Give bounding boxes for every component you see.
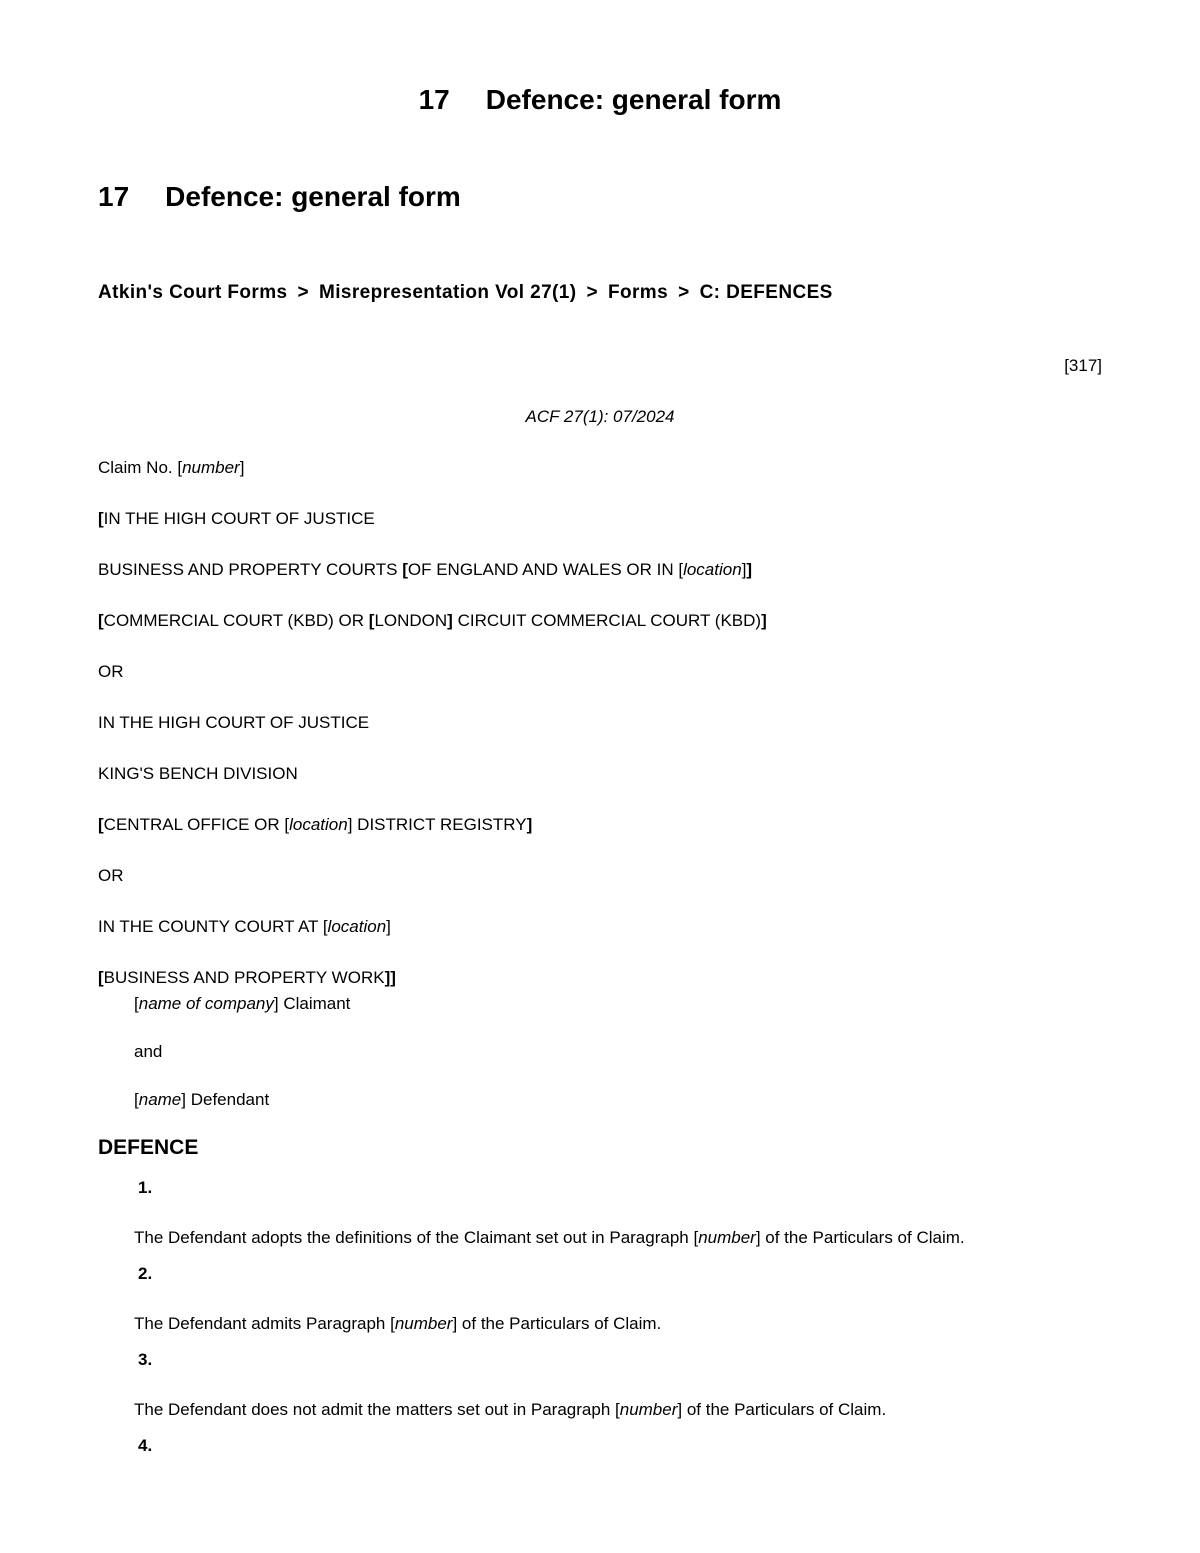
- breadcrumb-separator: >: [297, 282, 309, 303]
- placeholder-variable: number: [698, 1228, 756, 1247]
- bracket: ]: [741, 560, 747, 579]
- paragraph-text-part: The Defendant does not admit the matters set out in Paragraph [: [134, 1400, 620, 1419]
- option-bracket: [: [368, 611, 375, 630]
- paragraph-text: [134, 1228, 965, 1248]
- page-title-number: 17: [418, 84, 450, 115]
- bracket: [: [134, 994, 139, 1013]
- claim-number-label: Claim No. [: [98, 458, 183, 477]
- court-line-business-property-work: [98, 968, 396, 988]
- breadcrumb: [98, 282, 833, 304]
- document-title-number: 17: [98, 181, 130, 212]
- court-name: BUSINESS AND PROPERTY COURTS: [98, 560, 403, 579]
- defence-heading: DEFENCE: [98, 1136, 199, 1159]
- paragraph-number: 4.: [138, 1436, 153, 1455]
- court-line-high-court-2: IN THE HIGH COURT OF JUSTICE: [98, 713, 370, 732]
- placeholder-variable: location: [327, 917, 387, 936]
- court-text: CIRCUIT COMMERCIAL COURT (KBD): [452, 611, 762, 630]
- court-text: BUSINESS AND PROPERTY WORK: [103, 968, 385, 987]
- page-title: [0, 84, 1200, 116]
- party-role: ] Claimant: [273, 994, 351, 1013]
- court-line-commercial: [98, 611, 767, 631]
- option-bracket: ]: [761, 611, 767, 630]
- placeholder-variable: number: [394, 1314, 453, 1333]
- breadcrumb-separator: >: [586, 282, 598, 303]
- court-line-county-court: [98, 917, 391, 937]
- court-line-high-court: [98, 509, 375, 529]
- document-title: [98, 181, 461, 213]
- party-claimant: [134, 994, 350, 1014]
- placeholder-variable: number: [619, 1400, 678, 1419]
- paragraph-number: 1.: [138, 1178, 153, 1197]
- option-bracket: [: [98, 611, 104, 630]
- court-text: IN THE COUNTY COURT AT [: [98, 917, 328, 936]
- option-bracket: [: [402, 560, 408, 579]
- paragraph-text: [134, 1400, 886, 1420]
- option-bracket: ]: [526, 815, 533, 834]
- court-text: CENTRAL OFFICE OR [: [103, 815, 290, 834]
- court-name: IN THE HIGH COURT OF JUSTICE: [103, 509, 375, 528]
- paragraph-number: 3.: [138, 1350, 153, 1369]
- breadcrumb-item[interactable]: Atkin's Court Forms: [98, 282, 288, 303]
- page-reference: [317]: [1064, 356, 1102, 375]
- paragraph-text-part: ] of the Particulars of Claim.: [755, 1228, 965, 1247]
- option-bracket: ]]: [384, 968, 396, 987]
- option-bracket: ]: [447, 611, 453, 630]
- document-title-text: Defence: general form: [165, 181, 461, 212]
- placeholder-variable: number: [182, 458, 240, 477]
- or-separator: OR: [98, 866, 124, 885]
- placeholder-variable: name: [138, 1090, 182, 1109]
- option-bracket: [: [98, 815, 104, 834]
- placeholder-variable: name of company: [138, 994, 274, 1013]
- option-bracket: [: [98, 968, 104, 987]
- placeholder-variable: location: [683, 560, 742, 579]
- party-defendant: [134, 1090, 269, 1110]
- bracket: [: [134, 1090, 139, 1109]
- paragraph-text-part: ] of the Particulars of Claim.: [452, 1314, 662, 1333]
- breadcrumb-item[interactable]: Forms: [607, 282, 669, 303]
- paragraph-number: 2.: [138, 1264, 153, 1283]
- party-role: ] Defendant: [181, 1090, 270, 1109]
- paragraph-text-part: The Defendant adopts the definitions of the Claimant set out in Paragraph [: [134, 1228, 699, 1247]
- option-bracket: [: [98, 509, 104, 528]
- bracket: ]: [386, 917, 391, 936]
- or-separator: OR: [98, 662, 124, 681]
- bracket: ]: [239, 458, 245, 477]
- breadcrumb-separator: >: [678, 282, 690, 303]
- court-text: COMMERCIAL COURT (KBD) OR: [103, 611, 369, 630]
- breadcrumb-item[interactable]: Misrepresentation Vol 27(1): [318, 282, 577, 303]
- court-text: OF ENGLAND AND WALES OR IN [: [407, 560, 684, 579]
- edition-reference: ACF 27(1): 07/2024: [525, 407, 675, 426]
- page-title-text: Defence: general form: [485, 84, 782, 115]
- court-line-central-office: [98, 815, 532, 835]
- option-bracket: ]: [746, 560, 753, 579]
- claim-number-line: [98, 458, 244, 478]
- breadcrumb-item[interactable]: C: DEFENCES: [699, 282, 833, 303]
- party-and: and: [134, 1042, 163, 1061]
- paragraph-text: [134, 1314, 661, 1334]
- court-text: LONDON: [374, 611, 448, 630]
- court-line-kings-bench: KING'S BENCH DIVISION: [98, 764, 298, 783]
- paragraph-text-part: ] of the Particulars of Claim.: [677, 1400, 887, 1419]
- court-line-business-property: [98, 560, 752, 580]
- court-text: ] DISTRICT REGISTRY: [347, 815, 527, 834]
- paragraph-text-part: The Defendant admits Paragraph [: [134, 1314, 395, 1333]
- placeholder-variable: location: [289, 815, 348, 834]
